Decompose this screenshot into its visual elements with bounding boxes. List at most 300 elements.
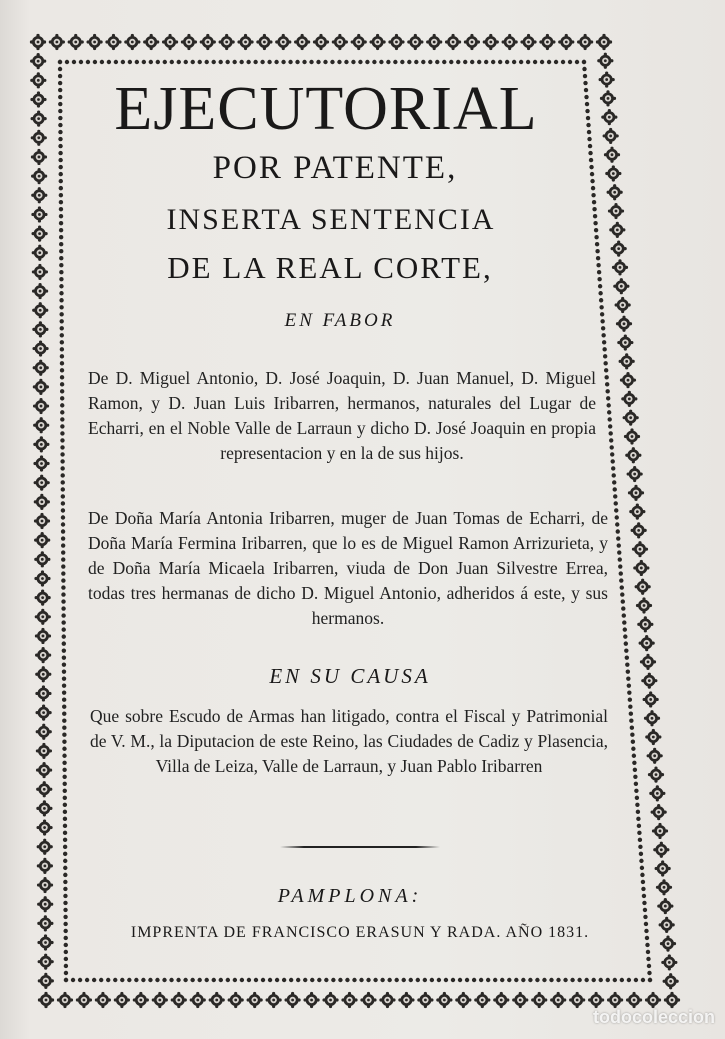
border-dot	[456, 60, 460, 64]
border-flower	[35, 666, 51, 682]
border-flower	[636, 597, 652, 613]
border-flower	[613, 278, 629, 294]
border-dot	[607, 410, 611, 414]
border-flower	[633, 560, 649, 576]
border-dot	[470, 60, 474, 64]
border-dot	[59, 291, 63, 295]
border-flower	[626, 992, 642, 1008]
border-dot	[465, 978, 469, 982]
border-dot	[366, 978, 370, 982]
border-flower	[30, 91, 46, 107]
border-dot	[484, 60, 488, 64]
border-dot	[58, 102, 62, 106]
border-dot	[643, 915, 647, 919]
border-dot	[599, 305, 603, 309]
border-flower	[35, 685, 51, 701]
border-dot	[60, 403, 64, 407]
border-dot	[63, 824, 67, 828]
border-dot	[205, 60, 209, 64]
border-flower	[36, 800, 52, 816]
border-dot	[632, 754, 636, 758]
border-dot	[533, 60, 537, 64]
border-flower	[639, 635, 655, 651]
border-flower	[629, 504, 645, 520]
border-dot	[631, 747, 635, 751]
border-dot	[585, 102, 589, 106]
border-dot	[61, 599, 65, 603]
border-dot	[590, 179, 594, 183]
border-flower	[38, 954, 54, 970]
border-flower	[256, 34, 272, 50]
border-flower	[31, 168, 47, 184]
border-dot	[505, 60, 509, 64]
border-dot	[61, 564, 65, 568]
border-dot	[582, 67, 586, 71]
border-dot	[177, 60, 181, 64]
border-dot	[636, 810, 640, 814]
border-dot	[644, 922, 648, 926]
border-dot	[60, 459, 64, 463]
border-flower	[190, 992, 206, 1008]
border-dot	[627, 978, 631, 982]
border-dot	[63, 845, 67, 849]
border-dot	[609, 431, 613, 435]
printer-imprint: IMPRENTA DE FRANCISCO ERASUN Y RADA. AÑO 1831.	[130, 924, 590, 941]
border-flower	[455, 992, 471, 1008]
border-dot	[64, 943, 68, 947]
border-dot	[387, 978, 391, 982]
border-dot	[127, 978, 131, 982]
border-dot	[493, 978, 497, 982]
border-dot	[556, 978, 560, 982]
border-flower	[275, 34, 291, 50]
border-dot	[232, 60, 236, 64]
border-dot	[561, 60, 565, 64]
border-flower	[37, 858, 53, 874]
border-dot	[205, 978, 209, 982]
border-flower	[162, 34, 178, 50]
border-dot	[253, 60, 257, 64]
border-dot	[63, 873, 67, 877]
border-dot	[547, 60, 551, 64]
border-dot	[624, 648, 628, 652]
border-dot	[61, 501, 65, 505]
border-flower	[322, 992, 338, 1008]
border-flower	[171, 992, 187, 1008]
border-dot	[58, 74, 62, 78]
border-dot	[59, 270, 63, 274]
border-dot	[59, 298, 63, 302]
border-dot	[60, 347, 64, 351]
border-dot	[62, 655, 66, 659]
border-dot	[135, 60, 139, 64]
border-dot	[64, 971, 68, 975]
border-dot	[58, 81, 62, 85]
border-dot	[554, 60, 558, 64]
border-dot	[58, 109, 62, 113]
border-flower	[285, 992, 301, 1008]
border-flower	[649, 785, 665, 801]
border-dot	[62, 740, 66, 744]
border-flower	[623, 410, 639, 426]
border-flower	[33, 455, 49, 471]
border-dot	[191, 60, 195, 64]
border-dot	[296, 978, 300, 982]
border-dot	[309, 60, 313, 64]
border-dot	[623, 627, 627, 631]
border-dot	[624, 641, 628, 645]
border-flower	[32, 321, 48, 337]
border-flower	[632, 541, 648, 557]
border-flower	[34, 532, 50, 548]
border-dot	[636, 817, 640, 821]
border-dot	[106, 978, 110, 982]
border-dot	[642, 894, 646, 898]
border-dot	[500, 978, 504, 982]
border-dot	[63, 796, 67, 800]
border-flower	[360, 992, 376, 1008]
border-flower	[38, 992, 54, 1008]
border-dot	[606, 396, 610, 400]
border-dot	[601, 326, 605, 330]
border-dot	[620, 585, 624, 589]
border-dot	[337, 60, 341, 64]
border-dot	[600, 312, 604, 316]
border-flower	[370, 34, 386, 50]
border-dot	[62, 697, 66, 701]
border-flower	[426, 34, 442, 50]
border-flower	[388, 34, 404, 50]
border-flower	[31, 111, 47, 127]
border-dot	[275, 978, 279, 982]
border-dot	[156, 60, 160, 64]
border-dot	[641, 978, 645, 982]
border-dot	[584, 95, 588, 99]
border-dot	[310, 978, 314, 982]
border-dot	[592, 207, 596, 211]
border-flower	[655, 860, 671, 876]
border-flower	[607, 184, 623, 200]
border-dot	[409, 978, 413, 982]
border-flower	[611, 241, 627, 257]
border-dot	[198, 60, 202, 64]
border-dot	[59, 200, 63, 204]
border-dot	[61, 522, 65, 526]
border-flower	[502, 34, 518, 50]
border-dot	[643, 908, 647, 912]
border-dot	[184, 60, 188, 64]
border-flower	[601, 109, 617, 125]
border-dot	[302, 60, 306, 64]
border-dot	[113, 978, 117, 982]
border-dot	[512, 60, 516, 64]
border-dot	[623, 634, 627, 638]
border-flower	[644, 710, 660, 726]
border-dot	[601, 333, 605, 337]
border-dot	[59, 277, 63, 281]
border-dot	[61, 487, 65, 491]
border-flower	[635, 579, 651, 595]
border-dot	[613, 494, 617, 498]
border-dot	[148, 978, 152, 982]
border-flower	[36, 762, 52, 778]
border-dot	[638, 845, 642, 849]
border-flower	[114, 992, 130, 1008]
border-dot	[423, 978, 427, 982]
border-flower	[32, 245, 48, 261]
border-dot	[414, 60, 418, 64]
border-dot	[58, 137, 62, 141]
border-dot	[393, 60, 397, 64]
border-dot	[62, 712, 66, 716]
border-dot	[351, 60, 355, 64]
border-dot	[317, 978, 321, 982]
border-dot	[60, 438, 64, 442]
border-flower	[313, 34, 329, 50]
border-dot	[176, 978, 180, 982]
border-flower	[620, 372, 636, 388]
border-dot	[626, 676, 630, 680]
border-dot	[594, 235, 598, 239]
border-dot	[62, 775, 66, 779]
border-dot	[59, 305, 63, 309]
border-flower	[641, 673, 657, 689]
subtitle-por-patente: POR PATENTE,	[212, 150, 458, 186]
border-dot	[61, 571, 65, 575]
border-flower	[398, 992, 414, 1008]
border-dot	[627, 683, 631, 687]
border-dot	[589, 165, 593, 169]
border-flower	[34, 513, 50, 529]
border-dot	[639, 852, 643, 856]
border-dot	[62, 719, 66, 723]
border-dot	[62, 705, 66, 709]
border-flower	[143, 34, 159, 50]
border-dot	[637, 831, 641, 835]
border-flower	[628, 485, 644, 501]
decorative-rule	[280, 846, 440, 848]
border-dot	[59, 172, 63, 176]
border-dot	[63, 929, 67, 933]
border-dot	[589, 158, 593, 162]
border-dot	[610, 452, 614, 456]
border-dot	[549, 978, 553, 982]
border-dot	[570, 978, 574, 982]
border-flower	[445, 34, 461, 50]
border-dot	[625, 662, 629, 666]
border-dot	[365, 60, 369, 64]
border-dot	[61, 543, 65, 547]
border-dot	[644, 929, 648, 933]
border-dot	[526, 60, 530, 64]
border-dot	[59, 228, 63, 232]
border-dot	[121, 60, 125, 64]
border-dot	[59, 214, 63, 218]
border-dot	[190, 978, 194, 982]
border-dot	[344, 60, 348, 64]
border-dot	[629, 712, 633, 716]
border-dot	[373, 978, 377, 982]
document-title: EJECUTORIAL	[114, 75, 538, 143]
border-flower	[657, 898, 673, 914]
border-dot	[563, 978, 567, 982]
border-dot	[372, 60, 376, 64]
border-dot	[233, 978, 237, 982]
border-flower	[35, 628, 51, 644]
border-dot	[622, 620, 626, 624]
border-dot	[61, 578, 65, 582]
border-dot	[630, 726, 634, 730]
border-dot	[599, 978, 603, 982]
border-flower	[32, 264, 48, 280]
border-dot	[62, 627, 66, 631]
border-dot	[100, 60, 104, 64]
border-dot	[596, 263, 600, 267]
border-dot	[141, 978, 145, 982]
border-dot	[535, 978, 539, 982]
border-flower	[37, 896, 53, 912]
border-dot	[219, 978, 223, 982]
border-flower	[33, 417, 49, 433]
border-flower	[33, 379, 49, 395]
border-dot	[142, 60, 146, 64]
border-dot	[613, 487, 617, 491]
border-dot	[155, 978, 159, 982]
border-dot	[627, 690, 631, 694]
border-dot	[63, 859, 67, 863]
border-dot	[591, 193, 595, 197]
border-flower	[37, 839, 53, 855]
border-flower	[35, 647, 51, 663]
border-dot	[58, 88, 62, 92]
border-flower	[105, 34, 121, 50]
border-dot	[593, 221, 597, 225]
border-flower	[407, 34, 423, 50]
border-dot	[622, 613, 626, 617]
border-flower	[550, 992, 566, 1008]
border-flower	[483, 34, 499, 50]
border-dot	[289, 978, 293, 982]
border-dot	[577, 978, 581, 982]
border-dot	[631, 740, 635, 744]
border-dot	[62, 669, 66, 673]
border-flower	[464, 34, 480, 50]
border-flower	[627, 466, 643, 482]
border-dot	[358, 60, 362, 64]
border-flower	[607, 992, 623, 1008]
border-flower	[36, 705, 52, 721]
border-dot	[514, 978, 518, 982]
border-flower	[616, 316, 632, 332]
border-dot	[379, 60, 383, 64]
border-dot	[63, 803, 67, 807]
border-dot	[637, 824, 641, 828]
border-flower	[631, 522, 647, 538]
border-flower	[531, 992, 547, 1008]
border-dot	[345, 978, 349, 982]
border-dot	[212, 60, 216, 64]
border-dot	[62, 768, 66, 772]
border-dot	[628, 697, 632, 701]
border-flower	[36, 724, 52, 740]
border-flower	[588, 992, 604, 1008]
border-dot	[628, 705, 632, 709]
border-dot	[380, 978, 384, 982]
border-dot	[58, 144, 62, 148]
border-dot	[134, 978, 138, 982]
border-dot	[247, 978, 251, 982]
border-dot	[639, 859, 643, 863]
border-dot	[606, 978, 610, 982]
border-flower	[35, 590, 51, 606]
border-dot	[648, 978, 652, 982]
border-dot	[114, 60, 118, 64]
border-dot	[338, 978, 342, 982]
border-flower	[34, 475, 50, 491]
border-dot	[617, 543, 621, 547]
border-flower	[30, 34, 46, 50]
border-dot	[394, 978, 398, 982]
border-dot	[542, 978, 546, 982]
border-dot	[486, 978, 490, 982]
border-dot	[625, 655, 629, 659]
border-dot	[588, 144, 592, 148]
border-dot	[472, 978, 476, 982]
border-dot	[607, 417, 611, 421]
border-flower	[294, 34, 310, 50]
border-dot	[587, 137, 591, 141]
border-flower	[49, 34, 65, 50]
border-dot	[634, 789, 638, 793]
border-dot	[618, 564, 622, 568]
border-dot	[92, 978, 96, 982]
border-dot	[416, 978, 420, 982]
border-dot	[62, 641, 66, 645]
border-dot	[587, 130, 591, 134]
border-flower	[621, 391, 637, 407]
border-flower	[33, 436, 49, 452]
border-dot	[604, 375, 608, 379]
border-dot	[60, 445, 64, 449]
border-dot	[613, 978, 617, 982]
border-dot	[71, 978, 75, 982]
border-dot	[261, 978, 265, 982]
border-dot	[225, 60, 229, 64]
border-dot	[635, 803, 639, 807]
border-dot	[316, 60, 320, 64]
border-dot	[61, 592, 65, 596]
border-flower	[35, 609, 51, 625]
border-flower	[600, 90, 616, 106]
border-dot	[442, 60, 446, 64]
border-dot	[640, 873, 644, 877]
border-dot	[59, 263, 63, 267]
border-dot	[449, 60, 453, 64]
border-dot	[585, 109, 589, 113]
border-dot	[616, 529, 620, 533]
border-dot	[619, 578, 623, 582]
border-dot	[407, 60, 411, 64]
border-dot	[584, 88, 588, 92]
border-dot	[540, 60, 544, 64]
border-dot	[596, 256, 600, 260]
border-dot	[614, 508, 618, 512]
border-flower	[379, 992, 395, 1008]
border-dot	[62, 648, 66, 652]
border-dot	[61, 613, 65, 617]
border-flower	[653, 842, 669, 858]
paragraph-cause: Que sobre Escudo de Armas han litigado, contra el Fiscal y Patrimonial de V. M., la Diputacion de este Reino, las Ciudades de Cadiz y Plasencia, Villa de Leiza, Valle de Larraun, y Juan Pablo Iribarren	[90, 706, 608, 776]
